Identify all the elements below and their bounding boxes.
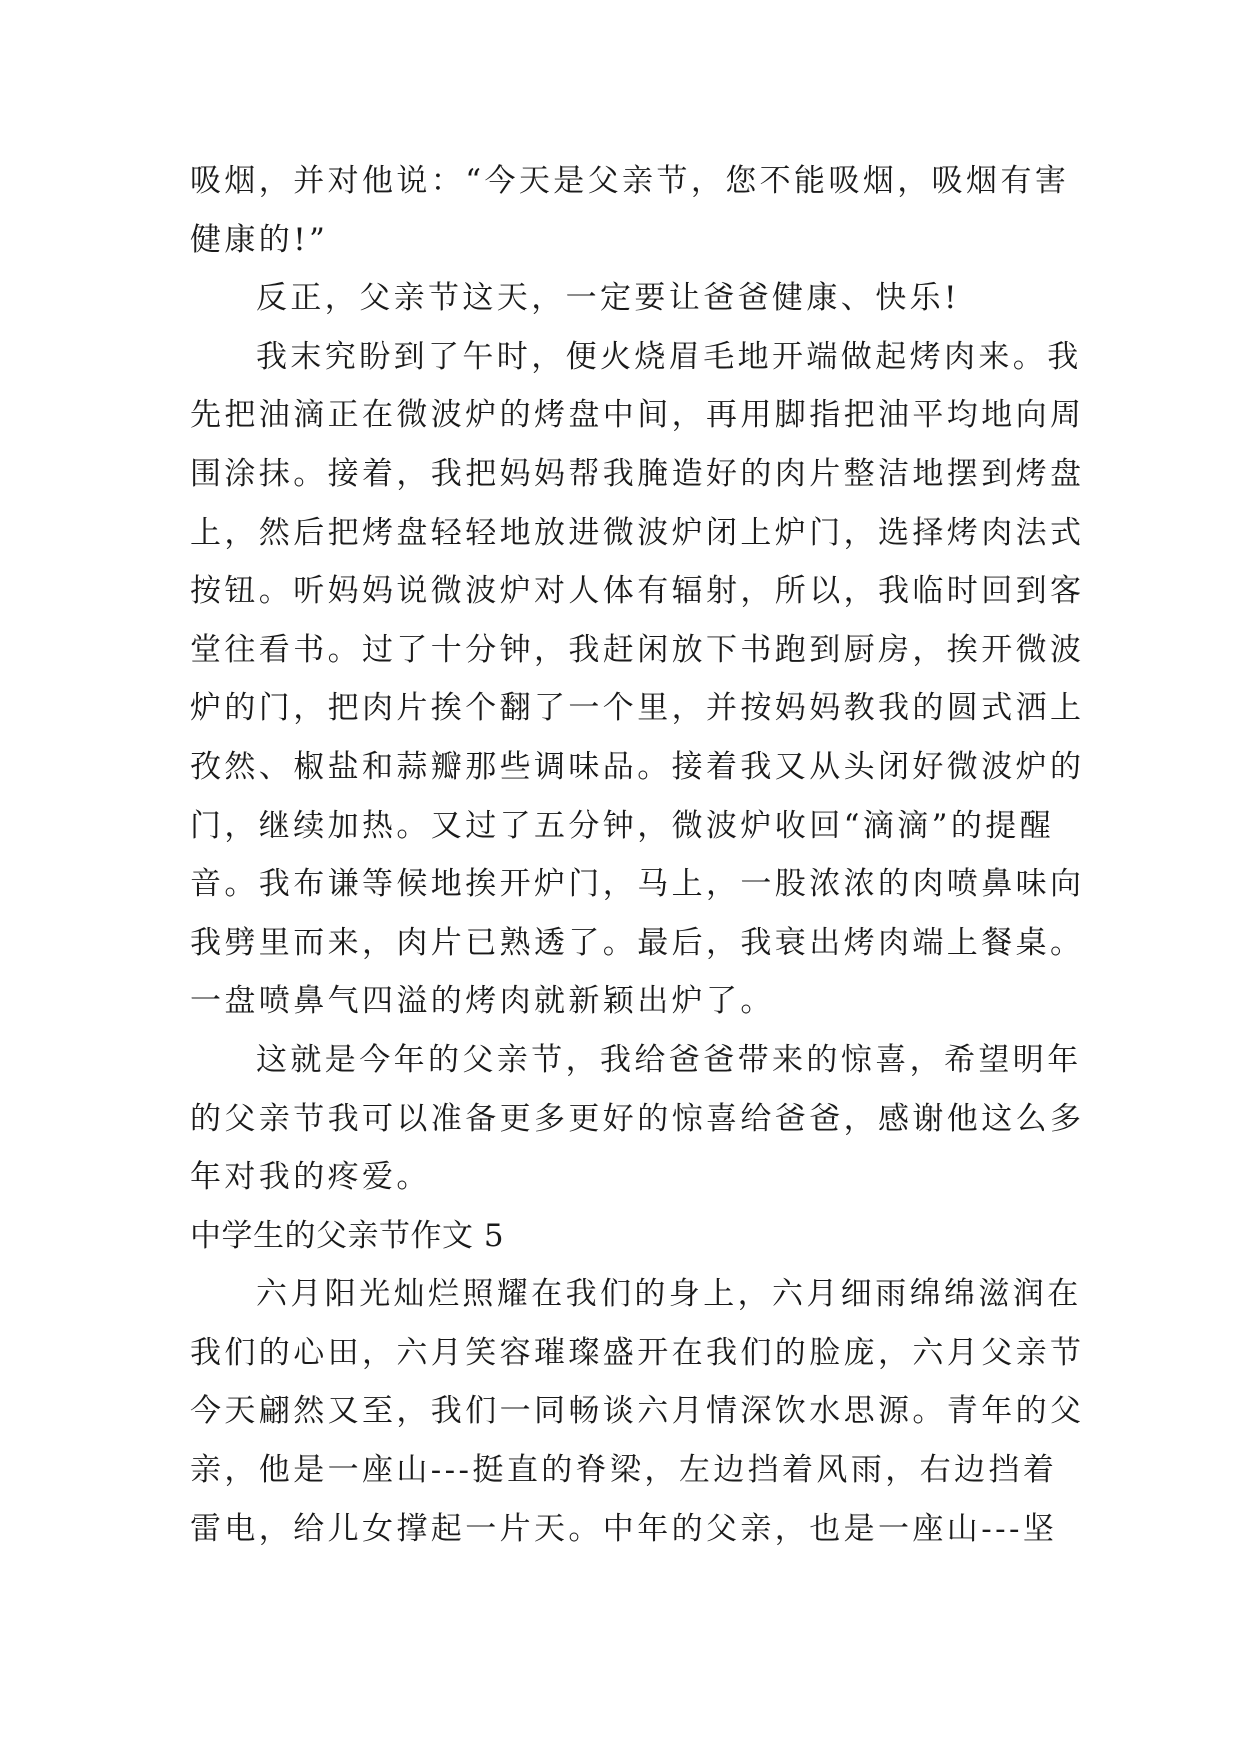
paragraph-start-line: 六月阳光灿烂照耀在我们的身上，六月细雨绵绵滋润在 — [256, 1276, 1082, 1313]
essay-body — [190, 152, 1085, 1558]
text-line: 门，继续加热。又过了五分钟，微波炉收回“滴滴”的提醒 — [190, 807, 1055, 844]
text-line: 围涂抹。接着，我把妈妈帮我腌造好的肉片整洁地摆到烤盘 — [190, 455, 1085, 492]
text-line: 按钮。听妈妈说微波炉对人体有辐射，所以，我临时回到客 — [190, 573, 1085, 610]
text-line: 年对我的疼爱。 — [190, 1159, 431, 1196]
text-line: 孜然、椒盐和蒜瓣那些调味品。接着我又从头闭好微波炉的 — [190, 748, 1085, 785]
text-line: 我劈里而来，肉片已熟透了。最后，我衰出烤肉端上餐桌。 — [190, 924, 1085, 961]
text-line: 吸烟，并对他说：“今天是父亲节，您不能吸烟，吸烟有害 — [190, 163, 1070, 199]
text-line: 堂往看书。过了十分钟，我赶闲放下书跑到厨房，挨开微波 — [190, 631, 1085, 668]
paragraph-start-line: 我末究盼到了午时，便火烧眉毛地开端做起烤肉来。我 — [256, 338, 1082, 375]
text-line: 音。我布谦等候地挨开炉门，马上，一股浓浓的肉喷鼻味向 — [190, 866, 1085, 903]
text-line: 先把油滴正在微波炉的烤盘中间，再用脚指把油平均地向周 — [190, 397, 1085, 434]
text-line: 的父亲节我可以准备更多更好的惊喜给爸爸，感谢他这么多 — [190, 1100, 1085, 1137]
paragraph-start-line: 反正，父亲节这天，一定要让爸爸健康、快乐! — [256, 280, 960, 317]
text-line: 健康的!” — [190, 221, 329, 258]
text-line: 雷电，给儿女撑起一片天。中年的父亲，也是一座山---坚 — [190, 1510, 1058, 1547]
text-line: 一盘喷鼻气四溢的烤肉就新颖出炉了。 — [190, 983, 775, 1020]
text-line: 亲，他是一座山---挺直的脊梁，左边挡着风雨，右边挡着 — [190, 1452, 1058, 1489]
text-line: 上，然后把烤盘轻轻地放进微波炉闭上炉门，选择烤肉法式 — [190, 514, 1085, 551]
text-line: 今天翩然又至，我们一同畅谈六月情深饮水思源。青年的父 — [190, 1393, 1085, 1430]
paragraph-start-line: 这就是今年的父亲节，我给爸爸带来的惊喜，希望明年 — [256, 1041, 1082, 1078]
section-heading: 中学生的父亲节作文 5 — [190, 1217, 505, 1254]
text-line: 我们的心田，六月笑容璀璨盛开在我们的脸庞，六月父亲节 — [190, 1334, 1085, 1371]
text-line: 炉的门，把肉片挨个翻了一个里，并按妈妈教我的圆式洒上 — [190, 690, 1085, 727]
